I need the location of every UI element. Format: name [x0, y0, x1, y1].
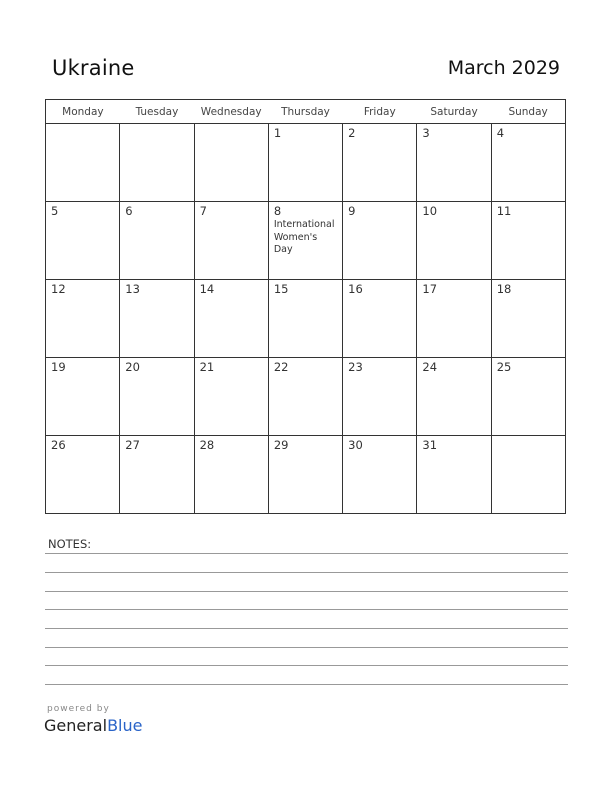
day-cell	[46, 280, 120, 358]
day-cell	[417, 202, 491, 280]
day-cell	[268, 358, 342, 436]
day-cell	[268, 124, 342, 202]
day-number: 18	[496, 282, 512, 296]
weekday-header: Thursday	[268, 100, 342, 124]
day-cell	[120, 436, 194, 514]
day-cell	[343, 202, 417, 280]
brand-name-general: General	[44, 716, 108, 735]
day-number: 19	[51, 360, 66, 374]
day-cell	[46, 202, 120, 280]
day-number: 1	[273, 126, 282, 140]
day-cell	[120, 202, 194, 280]
day-cell	[120, 358, 194, 436]
day-cell	[491, 124, 565, 202]
day-cell	[343, 124, 417, 202]
weekday-header: Tuesday	[120, 100, 194, 124]
note-line	[45, 684, 568, 685]
note-line	[45, 609, 568, 610]
note-line	[45, 572, 568, 573]
calendar-grid	[45, 99, 566, 514]
day-number: 23	[348, 360, 363, 374]
day-number: 7	[199, 204, 207, 218]
day-cell	[268, 202, 342, 280]
day-number: 27	[125, 438, 140, 452]
week-row	[46, 436, 566, 514]
note-line	[45, 647, 568, 648]
day-number: 12	[51, 282, 66, 296]
day-number: 17	[422, 282, 438, 296]
day-number: 15	[273, 282, 289, 296]
day-number: 31	[422, 438, 438, 452]
day-cell	[343, 436, 417, 514]
day-number: 26	[51, 438, 66, 452]
day-cell	[194, 202, 268, 280]
day-number: 22	[273, 360, 289, 374]
day-number: 29	[273, 438, 289, 452]
weekday-header: Monday	[46, 100, 120, 124]
week-row	[46, 280, 566, 358]
day-number: 3	[422, 126, 430, 140]
day-cell	[417, 124, 491, 202]
country-title: Ukraine	[52, 56, 135, 80]
day-number: 21	[199, 360, 215, 374]
powered-by-text: powered by	[47, 704, 110, 714]
day-cell	[268, 436, 342, 514]
weekday-header: Friday	[343, 100, 417, 124]
month-title: March 2029	[447, 57, 560, 79]
day-cell	[46, 124, 120, 202]
note-line	[45, 553, 568, 554]
generalblue-logo[interactable]	[44, 716, 142, 735]
day-cell	[46, 436, 120, 514]
notes-label: NOTES:	[48, 537, 92, 551]
day-cell	[194, 358, 268, 436]
holiday-label: International Women's Day	[273, 219, 335, 255]
week-row	[46, 202, 566, 280]
day-cell	[194, 436, 268, 514]
day-cell	[46, 358, 120, 436]
day-number: 16	[348, 282, 363, 296]
weekday-header: Wednesday	[194, 100, 268, 124]
note-line	[45, 665, 568, 666]
day-number: 2	[348, 126, 356, 140]
day-number: 6	[125, 204, 133, 218]
week-row	[46, 124, 566, 202]
day-number: 20	[125, 360, 140, 374]
weekday-header: Saturday	[417, 100, 491, 124]
day-number: 24	[422, 360, 438, 374]
note-line	[45, 591, 568, 592]
day-cell	[194, 124, 268, 202]
day-number: 8	[273, 204, 282, 218]
day-number: 13	[125, 282, 140, 296]
day-number: 28	[199, 438, 215, 452]
day-cell	[194, 280, 268, 358]
day-number: 14	[199, 282, 215, 296]
day-cell	[491, 358, 565, 436]
day-cell	[491, 202, 565, 280]
day-number: 11	[496, 204, 512, 218]
day-number: 30	[348, 438, 363, 452]
day-number: 5	[51, 204, 59, 218]
day-cell	[120, 280, 194, 358]
day-cell	[417, 436, 491, 514]
day-cell	[491, 436, 565, 514]
day-cell	[491, 280, 565, 358]
day-number: 9	[348, 204, 356, 218]
day-number: 10	[422, 204, 438, 218]
weekday-header: Sunday	[491, 100, 565, 124]
day-cell	[417, 358, 491, 436]
day-number: 4	[496, 126, 505, 140]
day-cell	[343, 358, 417, 436]
note-line	[45, 628, 568, 629]
day-number: 25	[496, 360, 512, 374]
weekday-header-row	[46, 100, 566, 124]
day-cell	[343, 280, 417, 358]
day-cell	[120, 124, 194, 202]
brand-name-blue: Blue	[107, 716, 143, 735]
week-row	[46, 358, 566, 436]
day-cell	[268, 280, 342, 358]
day-cell	[417, 280, 491, 358]
